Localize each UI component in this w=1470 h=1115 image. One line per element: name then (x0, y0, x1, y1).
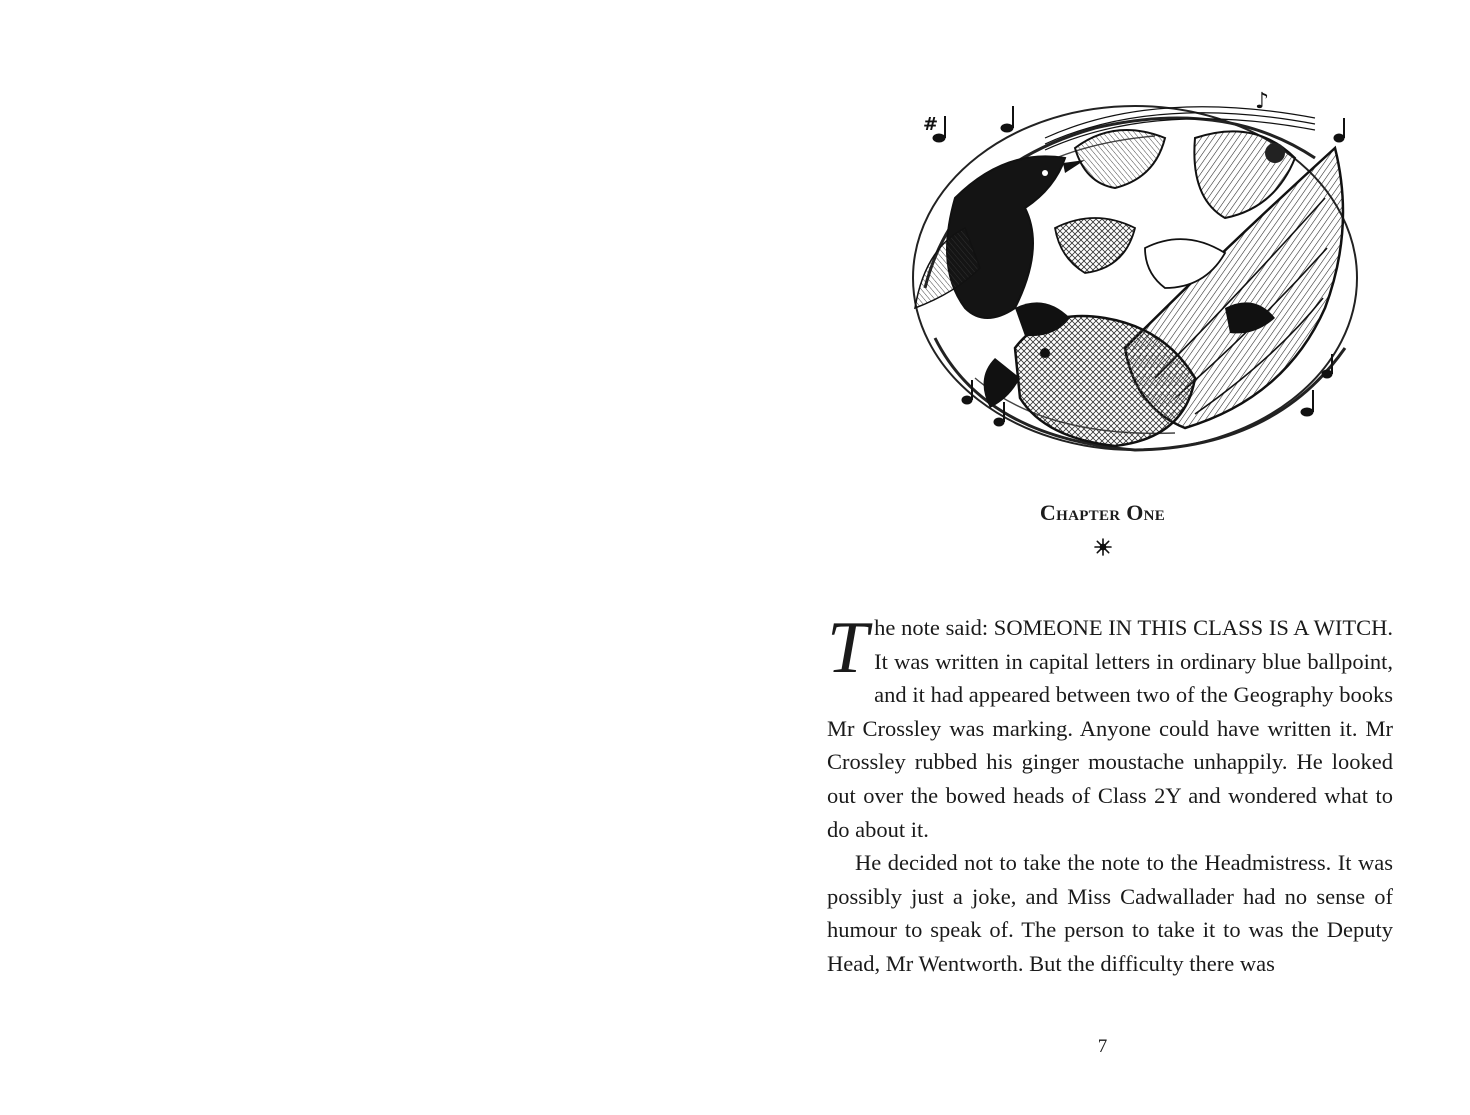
paragraph (827, 607, 1393, 846)
page-number: 7 (1097, 1036, 1108, 1057)
right-page (735, 0, 1470, 1115)
chapter-body-text (827, 607, 1393, 981)
paragraph: He decided not to take the note to the Headmistress. It was possibly just a joke, and Miss Cadwallader had no sense of humour to speak of. The person to take it to was the Deputy Head, Mr Wentworth. But the difficulty there was (827, 850, 1393, 976)
svg-text:♪: ♪ (1255, 89, 1270, 114)
chapter-title: Chapter One (1039, 500, 1166, 525)
star-ornament-icon (735, 538, 1470, 561)
paragraph-text: he note said: SOMEONE IN THIS CLASS IS A WITCH. It was written in capital letters in ordinary blue ballpoint, and it had appeared between two of the Geography books Mr Crossley was marking. Anyone could have written it. Mr Crossley rubbed his ginger moustache unhappily. He looked out over the bowed heads of Class 2Y and wondered what to do about it. (827, 615, 1393, 842)
birds-and-music-notes-illustration (895, 78, 1365, 468)
drop-cap: T (827, 607, 869, 689)
svg-text:#: # (923, 114, 939, 135)
